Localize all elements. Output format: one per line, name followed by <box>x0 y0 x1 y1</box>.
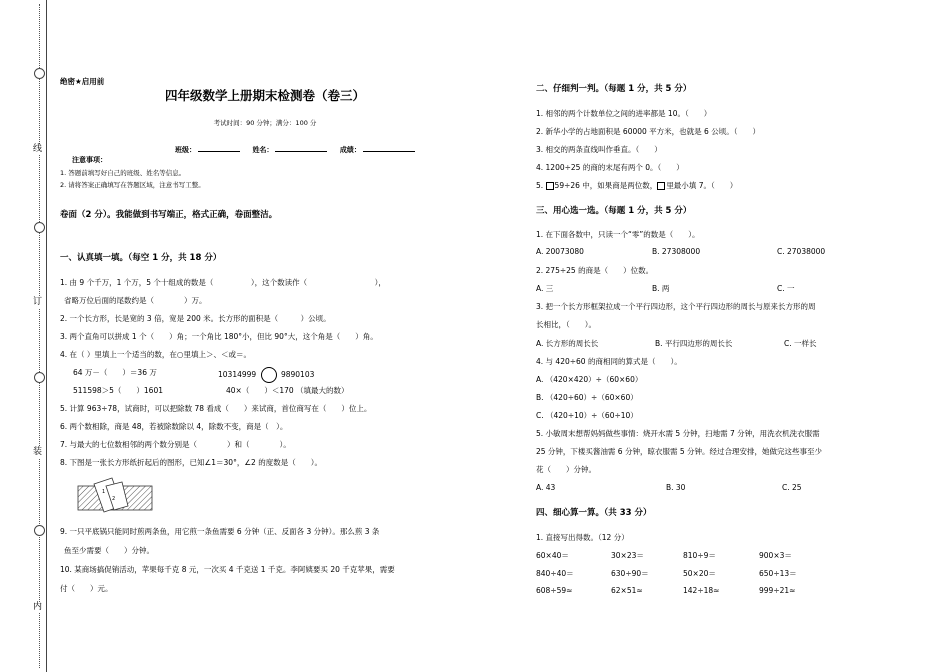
notes-heading: 注意事项： <box>72 156 107 164</box>
question-line: 长相比，（ ）。 <box>536 320 596 329</box>
question-text: 59÷26 中，如果商是两位数， <box>554 181 658 190</box>
question-line: 25 分钟，下楼买酱油需 6 分钟，晾衣服需 5 分钟。经过合理安排，她做完这些事至少 <box>536 447 823 456</box>
question-line: 5. 计算 963÷78，试商时，可以把除数 78 看成（ ）来试商，首位商写在（ ）位上。 <box>60 404 372 413</box>
question-line: 2. 275÷25 的商是（ ）位数。 <box>536 266 654 275</box>
box-blank[interactable] <box>657 182 665 190</box>
question-line: 9. 一只平底锅只能同时煎两条鱼，用它煎一条鱼需要 6 分钟（正、反面各 3 分钟）。那么煎 3 条 <box>60 527 380 536</box>
question-line: 1. 由 9 个千万，1 个万，5 个十组成的数是（ ），这个数读作（ ）， <box>60 278 386 287</box>
option[interactable]: A. （420×420）÷（60×60） <box>536 375 643 384</box>
binding-char-xian: 线 <box>33 144 43 154</box>
angle-2-label: 2 <box>112 496 116 502</box>
question-line: 1. 在下面各数中，只读一个“零”的数是（ ）。 <box>536 230 700 239</box>
question-line: 3. 相交的两条直线叫作垂直。（ ） <box>536 145 662 154</box>
note-item: 2. 请将答案正确填写在答题区域，注意书写工整。 <box>60 181 205 189</box>
question-line <box>536 180 737 191</box>
name-blank[interactable] <box>275 143 327 152</box>
question-line: 鱼至少需要（ ）分钟。 <box>64 546 154 555</box>
section-4-heading: 四、细心算一算。（共 33 分） <box>536 508 652 518</box>
calc-item: 650÷13＝ <box>759 569 797 578</box>
score-label: 成绩： <box>339 146 361 154</box>
question-line: 4. 在（ ）里填上一个适当的数，在○里填上＞、＜或＝。 <box>60 350 251 359</box>
option[interactable]: C. 一 <box>777 284 795 293</box>
question-line: 10. 某商场搞促销活动，苹果每千克 8 元，一次买 4 千克送 1 千克。李阿姨要买 20 千克苹果，需要 <box>60 565 395 574</box>
angle-1-label: 1 <box>102 489 106 495</box>
question-line: 省略万位后面的尾数约是（ ）万。 <box>64 296 207 305</box>
calc-item: 142÷18≈ <box>683 586 720 595</box>
question-line: 8. 下图是一张长方形纸折起后的图形，已知∠1＝30°，∠2 的度数是（ ）。 <box>60 458 322 467</box>
question-line: 1. 相邻的两个计数单位之间的进率都是 10。（ ） <box>536 109 712 118</box>
note-item: 1. 答题前填写好自己的班级、姓名等信息。 <box>60 169 186 177</box>
calc-item: 999÷21≈ <box>759 586 796 595</box>
box-blank[interactable] <box>546 182 554 190</box>
option[interactable]: B. （420÷60）÷（60×60） <box>536 393 638 402</box>
option[interactable]: C. （420÷10）÷（60÷10） <box>536 411 638 420</box>
option[interactable]: B. 30 <box>666 483 686 492</box>
section-1-heading: 一、认真填一填。（每空 1 分，共 18 分） <box>60 253 222 263</box>
calc-item: 630÷90＝ <box>611 569 649 578</box>
compare-item <box>218 367 314 383</box>
question-line: 付（ ）元。 <box>60 584 113 593</box>
compare-item: 40×（ ）＜170 （填最大的数） <box>226 386 349 395</box>
student-info-fields <box>175 143 425 155</box>
calc-item: 810÷9＝ <box>683 551 716 560</box>
page-title: 四年级数学上册期末检测卷（卷三） <box>164 88 365 103</box>
section-3-heading: 三、用心选一选。（每题 1 分，共 5 分） <box>536 206 692 216</box>
question-number: 5. <box>536 181 546 190</box>
question-line: 5. 小敏周末想帮妈妈做些事情：烧开水需 5 分钟，扫地需 7 分钟，用洗衣机洗衣服需 <box>536 429 820 438</box>
calc-item: 62×51≈ <box>611 586 643 595</box>
compare-item: 511598＞5（ ）1601 <box>73 386 163 395</box>
calc-item: 840÷40＝ <box>536 569 574 578</box>
compare-left: 10314999 <box>218 370 257 379</box>
binding-char-nei: 内 <box>33 602 43 612</box>
option[interactable]: C. 一样长 <box>784 339 817 348</box>
question-line: 4. 1200÷25 的商的末尾有两个 0。（ ） <box>536 163 684 172</box>
option[interactable]: A. 20073080 <box>536 247 584 256</box>
binding-char-ding: 订 <box>33 297 43 307</box>
name-label: 姓名： <box>252 146 274 154</box>
option[interactable]: A. 三 <box>536 284 554 293</box>
section-2-heading: 二、仔细判一判。（每题 1 分，共 5 分） <box>536 84 692 94</box>
question-line: 6. 两个数相除，商是 48，若被除数除以 4，除数不变，商是（ ）。 <box>60 422 288 431</box>
sub-question: 1. 直接写出得数。（12 分） <box>536 533 629 542</box>
option[interactable]: A. 43 <box>536 483 556 492</box>
binding-char-zhuang: 装 <box>33 447 43 457</box>
compare-item: 64 万－（ ）＝36 万 <box>73 368 157 377</box>
score-blank[interactable] <box>363 143 415 152</box>
option[interactable]: B. 平行四边形的周长长 <box>655 339 733 348</box>
calc-item: 30×23＝ <box>611 551 644 560</box>
option[interactable]: C. 27038000 <box>777 247 826 256</box>
option[interactable]: A. 长方形的周长长 <box>536 339 599 348</box>
class-blank[interactable] <box>198 143 240 152</box>
option[interactable]: B. 两 <box>652 284 670 293</box>
question-line: 花（ ）分钟。 <box>536 465 596 474</box>
question-line: 2. 新华小学的占地面积是 60000 平方米，也就是 6 公顷。（ ） <box>536 127 760 136</box>
binding-hole-3 <box>34 372 45 383</box>
compare-circle[interactable] <box>261 367 277 383</box>
compare-right: 9890103 <box>280 370 315 379</box>
neatness-note: 卷面（2 分）。我能做到书写端正，格式正确，卷面整洁。 <box>60 210 278 220</box>
question-line: 3. 两个直角可以拼成 1 个（ ）角；一个角比 180°小，但比 90°大，这个角是（ ）角。 <box>60 332 378 341</box>
exam-info: 考试时间：90 分钟；满分：100 分 <box>213 119 317 127</box>
calc-item: 60×40＝ <box>536 551 569 560</box>
calc-item: 900×3＝ <box>759 551 792 560</box>
option[interactable]: C. 25 <box>782 483 802 492</box>
calc-item: 50×20＝ <box>683 569 716 578</box>
binding-hole-1 <box>34 68 45 79</box>
question-line: 2. 一个长方形，长是宽的 3 倍，宽是 200 米。长方形的面积是（ ）公顷。 <box>60 314 331 323</box>
option[interactable]: B. 27308000 <box>652 247 701 256</box>
folded-paper-figure <box>76 476 156 514</box>
question-line: 3. 把一个长方形框架拉成一个平行四边形，这个平行四边形的周长与原来长方形的周 <box>536 302 816 311</box>
secret-label: 绝密★启用前 <box>60 77 105 86</box>
binding-hole-4 <box>34 525 45 536</box>
question-line: 4. 与 420÷60 的商相同的算式是（ ）。 <box>536 357 682 366</box>
binding-hole-2 <box>34 222 45 233</box>
question-text: 里最小填 7。（ ） <box>666 181 738 190</box>
calc-item: 608÷59≈ <box>536 586 573 595</box>
class-label: 班级： <box>175 146 196 154</box>
question-line: 7. 与最大的七位数相邻的两个数分别是（ ）和（ ）。 <box>60 440 291 449</box>
